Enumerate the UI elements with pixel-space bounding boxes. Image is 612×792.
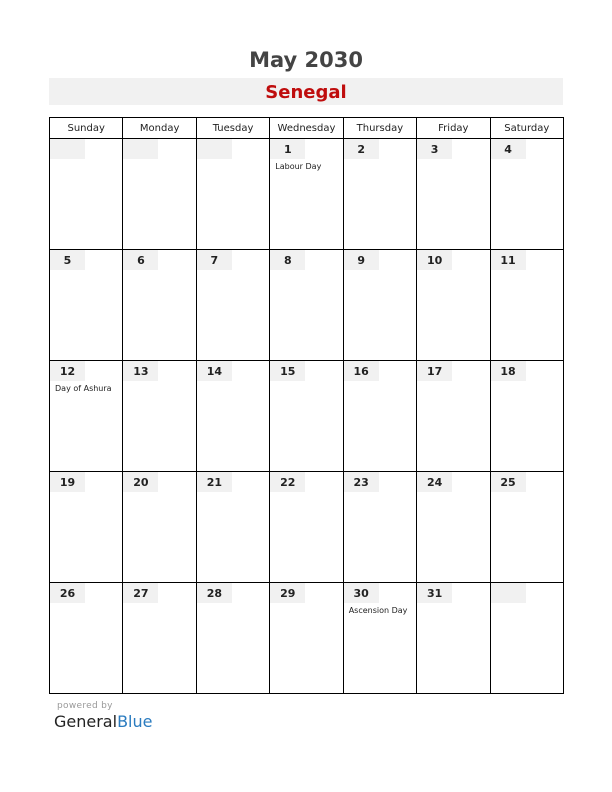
week-row xyxy=(50,472,564,583)
day-number: 29 xyxy=(270,583,305,603)
day-cell xyxy=(417,250,490,361)
day-number: 26 xyxy=(50,583,85,603)
day-cell xyxy=(343,472,416,583)
day-cell xyxy=(123,583,196,694)
day-cell xyxy=(50,583,123,694)
week-row xyxy=(50,361,564,472)
day-number: 10 xyxy=(417,250,452,270)
day-number: 14 xyxy=(197,361,232,381)
day-number: 30 xyxy=(344,583,379,603)
day-cell xyxy=(417,583,490,694)
week-row xyxy=(50,583,564,694)
day-number: 5 xyxy=(50,250,85,270)
empty-day-box xyxy=(491,583,526,603)
day-cell xyxy=(343,583,416,694)
day-cell xyxy=(123,139,196,250)
weekday-saturday: Saturday xyxy=(490,118,563,139)
day-cell xyxy=(417,361,490,472)
day-cell xyxy=(343,250,416,361)
day-cell xyxy=(196,583,269,694)
day-cell xyxy=(270,472,343,583)
day-cell xyxy=(196,250,269,361)
calendar-grid xyxy=(49,117,564,694)
day-number: 11 xyxy=(491,250,526,270)
day-cell xyxy=(343,139,416,250)
day-cell xyxy=(270,139,343,250)
day-number: 18 xyxy=(491,361,526,381)
day-cell xyxy=(417,472,490,583)
day-number: 24 xyxy=(417,472,452,492)
day-cell xyxy=(50,361,123,472)
weekday-thursday: Thursday xyxy=(343,118,416,139)
weekday-tuesday: Tuesday xyxy=(196,118,269,139)
empty-day-box xyxy=(50,139,85,159)
week-row xyxy=(50,139,564,250)
day-cell xyxy=(50,139,123,250)
day-number: 23 xyxy=(344,472,379,492)
empty-day-box xyxy=(123,139,158,159)
weekday-sunday: Sunday xyxy=(50,118,123,139)
day-number: 22 xyxy=(270,472,305,492)
day-cell xyxy=(490,472,563,583)
day-number: 31 xyxy=(417,583,452,603)
day-cell xyxy=(123,472,196,583)
generalblue-logo[interactable] xyxy=(54,712,152,731)
day-number: 7 xyxy=(197,250,232,270)
calendar-title: May 2030 xyxy=(249,48,363,72)
powered-by-text: powered by xyxy=(57,701,113,711)
day-cell xyxy=(123,361,196,472)
brand-general: General xyxy=(54,712,118,731)
day-number: 13 xyxy=(123,361,158,381)
day-cell xyxy=(50,250,123,361)
day-number: 6 xyxy=(123,250,158,270)
day-cell xyxy=(50,472,123,583)
day-cell xyxy=(490,583,563,694)
weekday-wednesday: Wednesday xyxy=(270,118,343,139)
day-number: 2 xyxy=(344,139,379,159)
day-number: 4 xyxy=(491,139,526,159)
week-row xyxy=(50,250,564,361)
empty-day-box xyxy=(197,139,232,159)
holiday-label: Day of Ashura xyxy=(55,384,112,393)
day-cell xyxy=(196,139,269,250)
day-number: 20 xyxy=(123,472,158,492)
weekday-header-row xyxy=(50,118,564,139)
country-name: Senegal xyxy=(265,82,347,103)
day-number: 1 xyxy=(270,139,305,159)
day-cell xyxy=(270,583,343,694)
day-number: 21 xyxy=(197,472,232,492)
day-cell xyxy=(490,361,563,472)
day-cell xyxy=(270,250,343,361)
day-number: 25 xyxy=(491,472,526,492)
day-number: 16 xyxy=(344,361,379,381)
holiday-label: Labour Day xyxy=(275,162,322,171)
day-cell xyxy=(490,250,563,361)
day-number: 28 xyxy=(197,583,232,603)
day-number: 15 xyxy=(270,361,305,381)
day-cell xyxy=(196,361,269,472)
day-cell xyxy=(123,250,196,361)
day-number: 8 xyxy=(270,250,305,270)
day-cell xyxy=(417,139,490,250)
brand-blue: Blue xyxy=(117,712,153,731)
day-number: 3 xyxy=(417,139,452,159)
country-band xyxy=(49,78,563,105)
day-number: 19 xyxy=(50,472,85,492)
weekday-friday: Friday xyxy=(417,118,490,139)
day-cell xyxy=(270,361,343,472)
holiday-label: Ascension Day xyxy=(348,606,408,615)
weekday-monday: Monday xyxy=(123,118,196,139)
day-number: 17 xyxy=(417,361,452,381)
day-cell xyxy=(490,139,563,250)
day-number: 9 xyxy=(344,250,379,270)
day-number: 12 xyxy=(50,361,85,381)
day-cell xyxy=(343,361,416,472)
day-number: 27 xyxy=(123,583,158,603)
day-cell xyxy=(196,472,269,583)
